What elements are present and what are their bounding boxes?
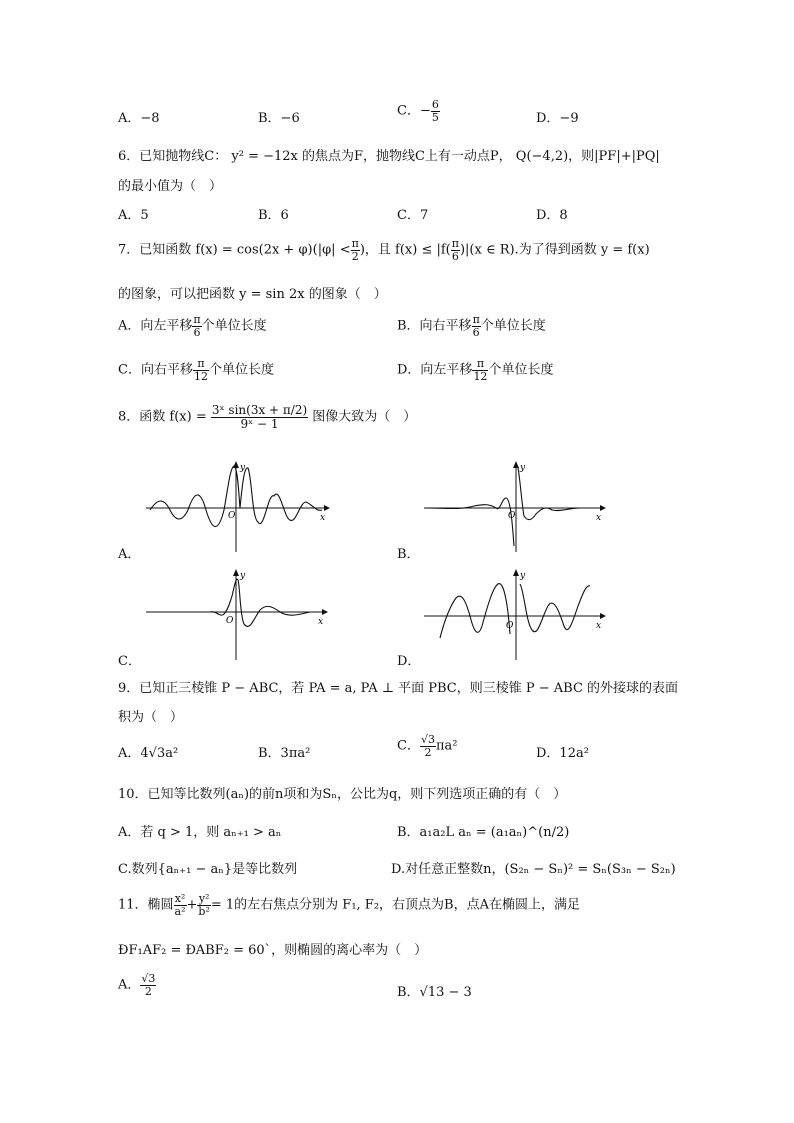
q8-option-c: C． [118, 654, 141, 669]
q7-stem-line1 [118, 238, 650, 262]
graph-a-y-label: y [240, 463, 246, 473]
q7-c-pre: C．向右平移 [118, 362, 193, 378]
graph-c-y-label: y [240, 571, 246, 581]
q5-option-b: B．−6 [258, 111, 300, 126]
q8-graph-a [140, 458, 340, 554]
q6-stem-line2: 的最小值为（ ） [118, 179, 223, 194]
q11-x2: x² [174, 892, 186, 905]
q7-pi-2: π [451, 237, 459, 250]
q11-option-b: B．√13 − 3 [397, 985, 472, 1000]
graph-d-x-label: x [596, 621, 602, 631]
q7-pi-1: π [351, 237, 359, 250]
q11-a-numerator: √3 [141, 972, 156, 985]
q7-b-post: 个单位长度 [480, 318, 546, 334]
q5-option-c [397, 99, 440, 123]
graph-d-x-arrow [600, 613, 606, 619]
graph-d-curve [440, 584, 590, 638]
q11-pre: 11．椭圆 [118, 897, 174, 913]
q8-graph-d [420, 566, 620, 662]
q9-stem-line1: 9．已知正三棱锥 P − ABC，若 PA = a, PA ⊥ 平面 PBC，则三棱锥 P − ABC 的外接球的表面 [118, 681, 679, 696]
graph-b-curve [424, 468, 600, 546]
q9-c-numerator: √3 [420, 733, 435, 746]
graph-d-y-label: y [520, 571, 526, 581]
q7-b-den: 6 [472, 325, 480, 339]
q11-b2: b² [198, 904, 210, 918]
q8-option-a: A． [118, 547, 141, 562]
q9-c-pre: C． [397, 738, 420, 754]
q9-option-d: D．12a² [536, 746, 589, 761]
q7-a-den: 6 [193, 325, 201, 339]
q7-d-pi: π [472, 358, 488, 371]
q11-stem-line2: ÐF₁AF₂ = ÐABF₂ = 60`，则椭圆的离心率为（ ） [118, 943, 428, 958]
graph-b-x-arrow [600, 505, 606, 511]
q7-c-post: 个单位长度 [208, 362, 274, 378]
q7-option-a [118, 314, 267, 338]
q7-option-b [397, 314, 546, 338]
graph-b-y-arrow [513, 461, 519, 468]
q9-c-denominator: 2 [424, 745, 432, 759]
q8-stem [118, 404, 416, 430]
q7-d-post: 个单位长度 [488, 362, 554, 378]
q7-stem-part3: )|(x ∈ R).为了得到函数 y = f(x) [459, 242, 650, 258]
q6-option-b: B．6 [258, 208, 289, 223]
q10-option-a: A．若 q > 1，则 aₙ₊₁ > aₙ [118, 825, 282, 840]
q8-denominator: 9ˣ − 1 [240, 416, 279, 431]
graph-c-origin: O [226, 616, 234, 626]
graph-d-origin: O [506, 621, 514, 631]
graph-c-x-label: x [318, 617, 324, 627]
q10-option-d: D.对任意正整数n，(S₂ₙ − Sₙ)² = Sₙ(S₃ₙ − S₂ₙ) [391, 862, 676, 877]
q6-option-c: C．7 [397, 208, 429, 223]
q6-option-a: A．5 [118, 208, 149, 223]
q11-plus: + [186, 897, 198, 913]
q7-b-pi: π [472, 313, 480, 326]
q5-option-a: A．−8 [118, 111, 160, 126]
q10-option-b: B．a₁a₂L aₙ = (a₁aₙ)^(n/2) [397, 825, 570, 840]
q8-option-b: B． [397, 547, 420, 562]
q11-post: = 1的左右焦点分别为 F₁, F₂，右顶点为B，点A在椭圆上，满足 [210, 897, 580, 913]
graph-c-y-arrow [233, 569, 239, 576]
q8-post: 图像大致为（ ） [312, 409, 417, 425]
graph-a-origin: O [228, 511, 236, 521]
q8-pre: 8．函数 [118, 409, 166, 425]
q7-option-d [397, 358, 553, 382]
q8-numerator: 3ˣ sin(3x + π/2) [211, 403, 308, 417]
q7-d-den: 12 [473, 369, 488, 383]
graph-a-y-arrow [233, 461, 239, 468]
graph-c-curve [146, 579, 322, 626]
q7-c-den: 12 [193, 369, 208, 383]
q7-option-c [118, 358, 274, 382]
q11-y2: y² [198, 892, 210, 905]
graph-a-x-arrow [324, 505, 330, 511]
q9-c-post: πa² [435, 738, 458, 754]
q8-option-d: D． [397, 654, 421, 669]
q7-c-pi: π [193, 358, 209, 371]
q7-stem-line2: 的图象，可以把函数 y = sin 2x 的图象（ ） [118, 287, 387, 302]
q10-stem: 10．已知等比数列(aₙ)的前n项和为Sₙ，公比为q，则下列选项正确的有（ ） [118, 787, 567, 802]
q6-stem-line1: 6．已知抛物线C： y² = −12x 的焦点为F，抛物线C上有一动点P， Q(−4,2)，则|PF|+|PQ| [118, 149, 660, 164]
q8-fx: f(x) = [169, 409, 207, 425]
q7-a-pi: π [193, 313, 201, 326]
q11-a-denominator: 2 [144, 984, 152, 998]
graph-c-x-arrow [322, 609, 328, 615]
q5-option-c-prefix: C．− [397, 103, 431, 119]
graph-d-y-arrow [513, 569, 519, 576]
graph-b-origin: O [508, 511, 516, 521]
graph-b-y-label: y [520, 463, 526, 473]
q7-a-pre: A．向左平移 [118, 318, 193, 334]
q6-option-d: D．8 [536, 208, 568, 223]
q7-two: 2 [351, 249, 359, 263]
q7-d-pre: D．向左平移 [397, 362, 473, 378]
q9-option-a: A．4√3a² [118, 746, 179, 761]
q8-graph-b [420, 458, 620, 554]
q7-a-post: 个单位长度 [201, 318, 267, 334]
q7-b-pre: B．向右平移 [397, 318, 472, 334]
q9-option-b: B．3πa² [258, 746, 311, 761]
q7-stem-part1: 7．已知函数 f(x) = cos(2x + φ)(|φ| < [118, 242, 351, 258]
q11-a-pre: A． [118, 977, 141, 993]
q5-c-denominator: 5 [431, 110, 439, 124]
graph-a-x-label: x [320, 513, 326, 523]
q11-stem-line1 [118, 893, 580, 917]
q10-option-c: C.数列{aₙ₊₁ − aₙ}是等比数列 [118, 862, 298, 877]
q5-option-d: D．−9 [536, 111, 579, 126]
q11-a2: a² [174, 904, 186, 918]
q8-graph-c [140, 566, 340, 662]
q7-six: 6 [451, 249, 459, 263]
q5-c-numerator: 6 [431, 98, 439, 111]
q11-option-a [118, 973, 156, 997]
graph-b-x-label: x [596, 513, 602, 523]
q9-stem-line2: 积为（ ） [118, 710, 184, 725]
q9-option-c [397, 734, 457, 758]
q7-stem-part2: )，且 f(x) ≤ |f( [359, 242, 451, 258]
